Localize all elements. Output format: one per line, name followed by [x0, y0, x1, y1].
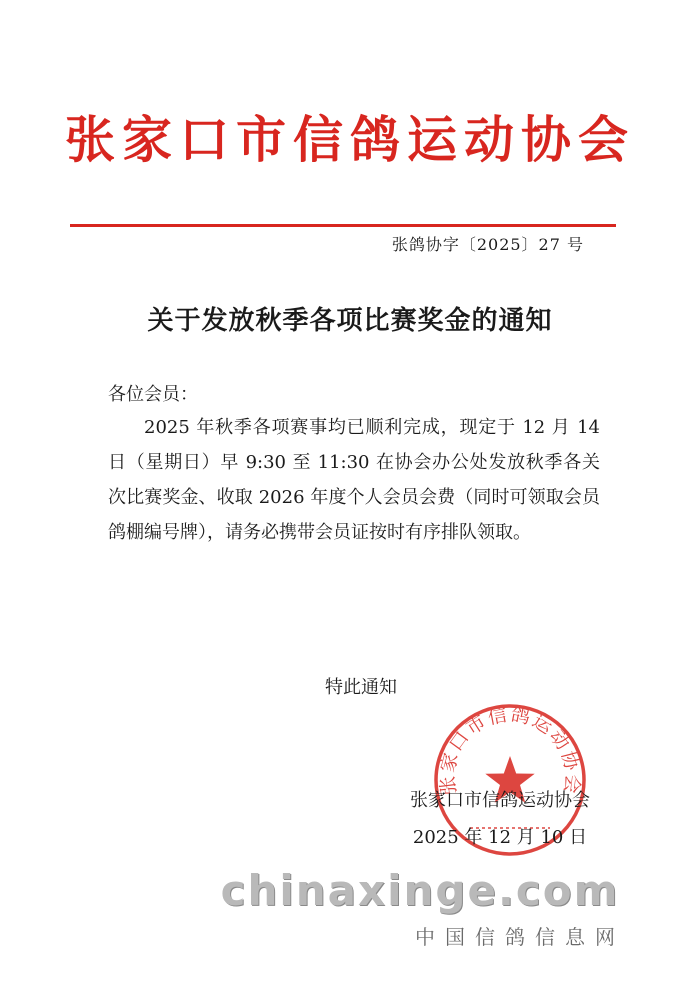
signature-block [410, 782, 590, 856]
notice-body: 2025 年秋季各项赛事均已顺利完成，现定于 12 月 14 日（星期日）早 9:30 至 11:30 在协会办公处发放秋季各关次比赛奖金、收取 2026 年度个人会员会费（同时可领取会员鸽棚编号牌），请务必携带会员证按时有序排队领取。 [108, 417, 600, 543]
notice-title: 关于发放秋季各项比赛奖金的通知 [147, 306, 553, 336]
closing-phrase: 特此通知 [325, 677, 397, 698]
document-number: 张鸽协字〔2025〕27 号 [391, 235, 584, 254]
org-header-title: 张家口市信鸽运动协会 [65, 110, 635, 169]
signature-org: 张家口市信鸽运动协会 [410, 790, 590, 811]
red-divider-line [70, 224, 616, 227]
signature-date: 2025 年 12 月 10 日 [412, 827, 588, 848]
watermark-site-name: 中国信鸽信息网 [415, 925, 625, 949]
site-watermark [0, 866, 700, 950]
svg-text:张家口市信鸽运动协会: 张家口市信鸽运动协会 [436, 703, 584, 797]
salutation: 各位会员： [108, 384, 198, 405]
watermark-domain: chinaxinge.com [220, 866, 620, 915]
